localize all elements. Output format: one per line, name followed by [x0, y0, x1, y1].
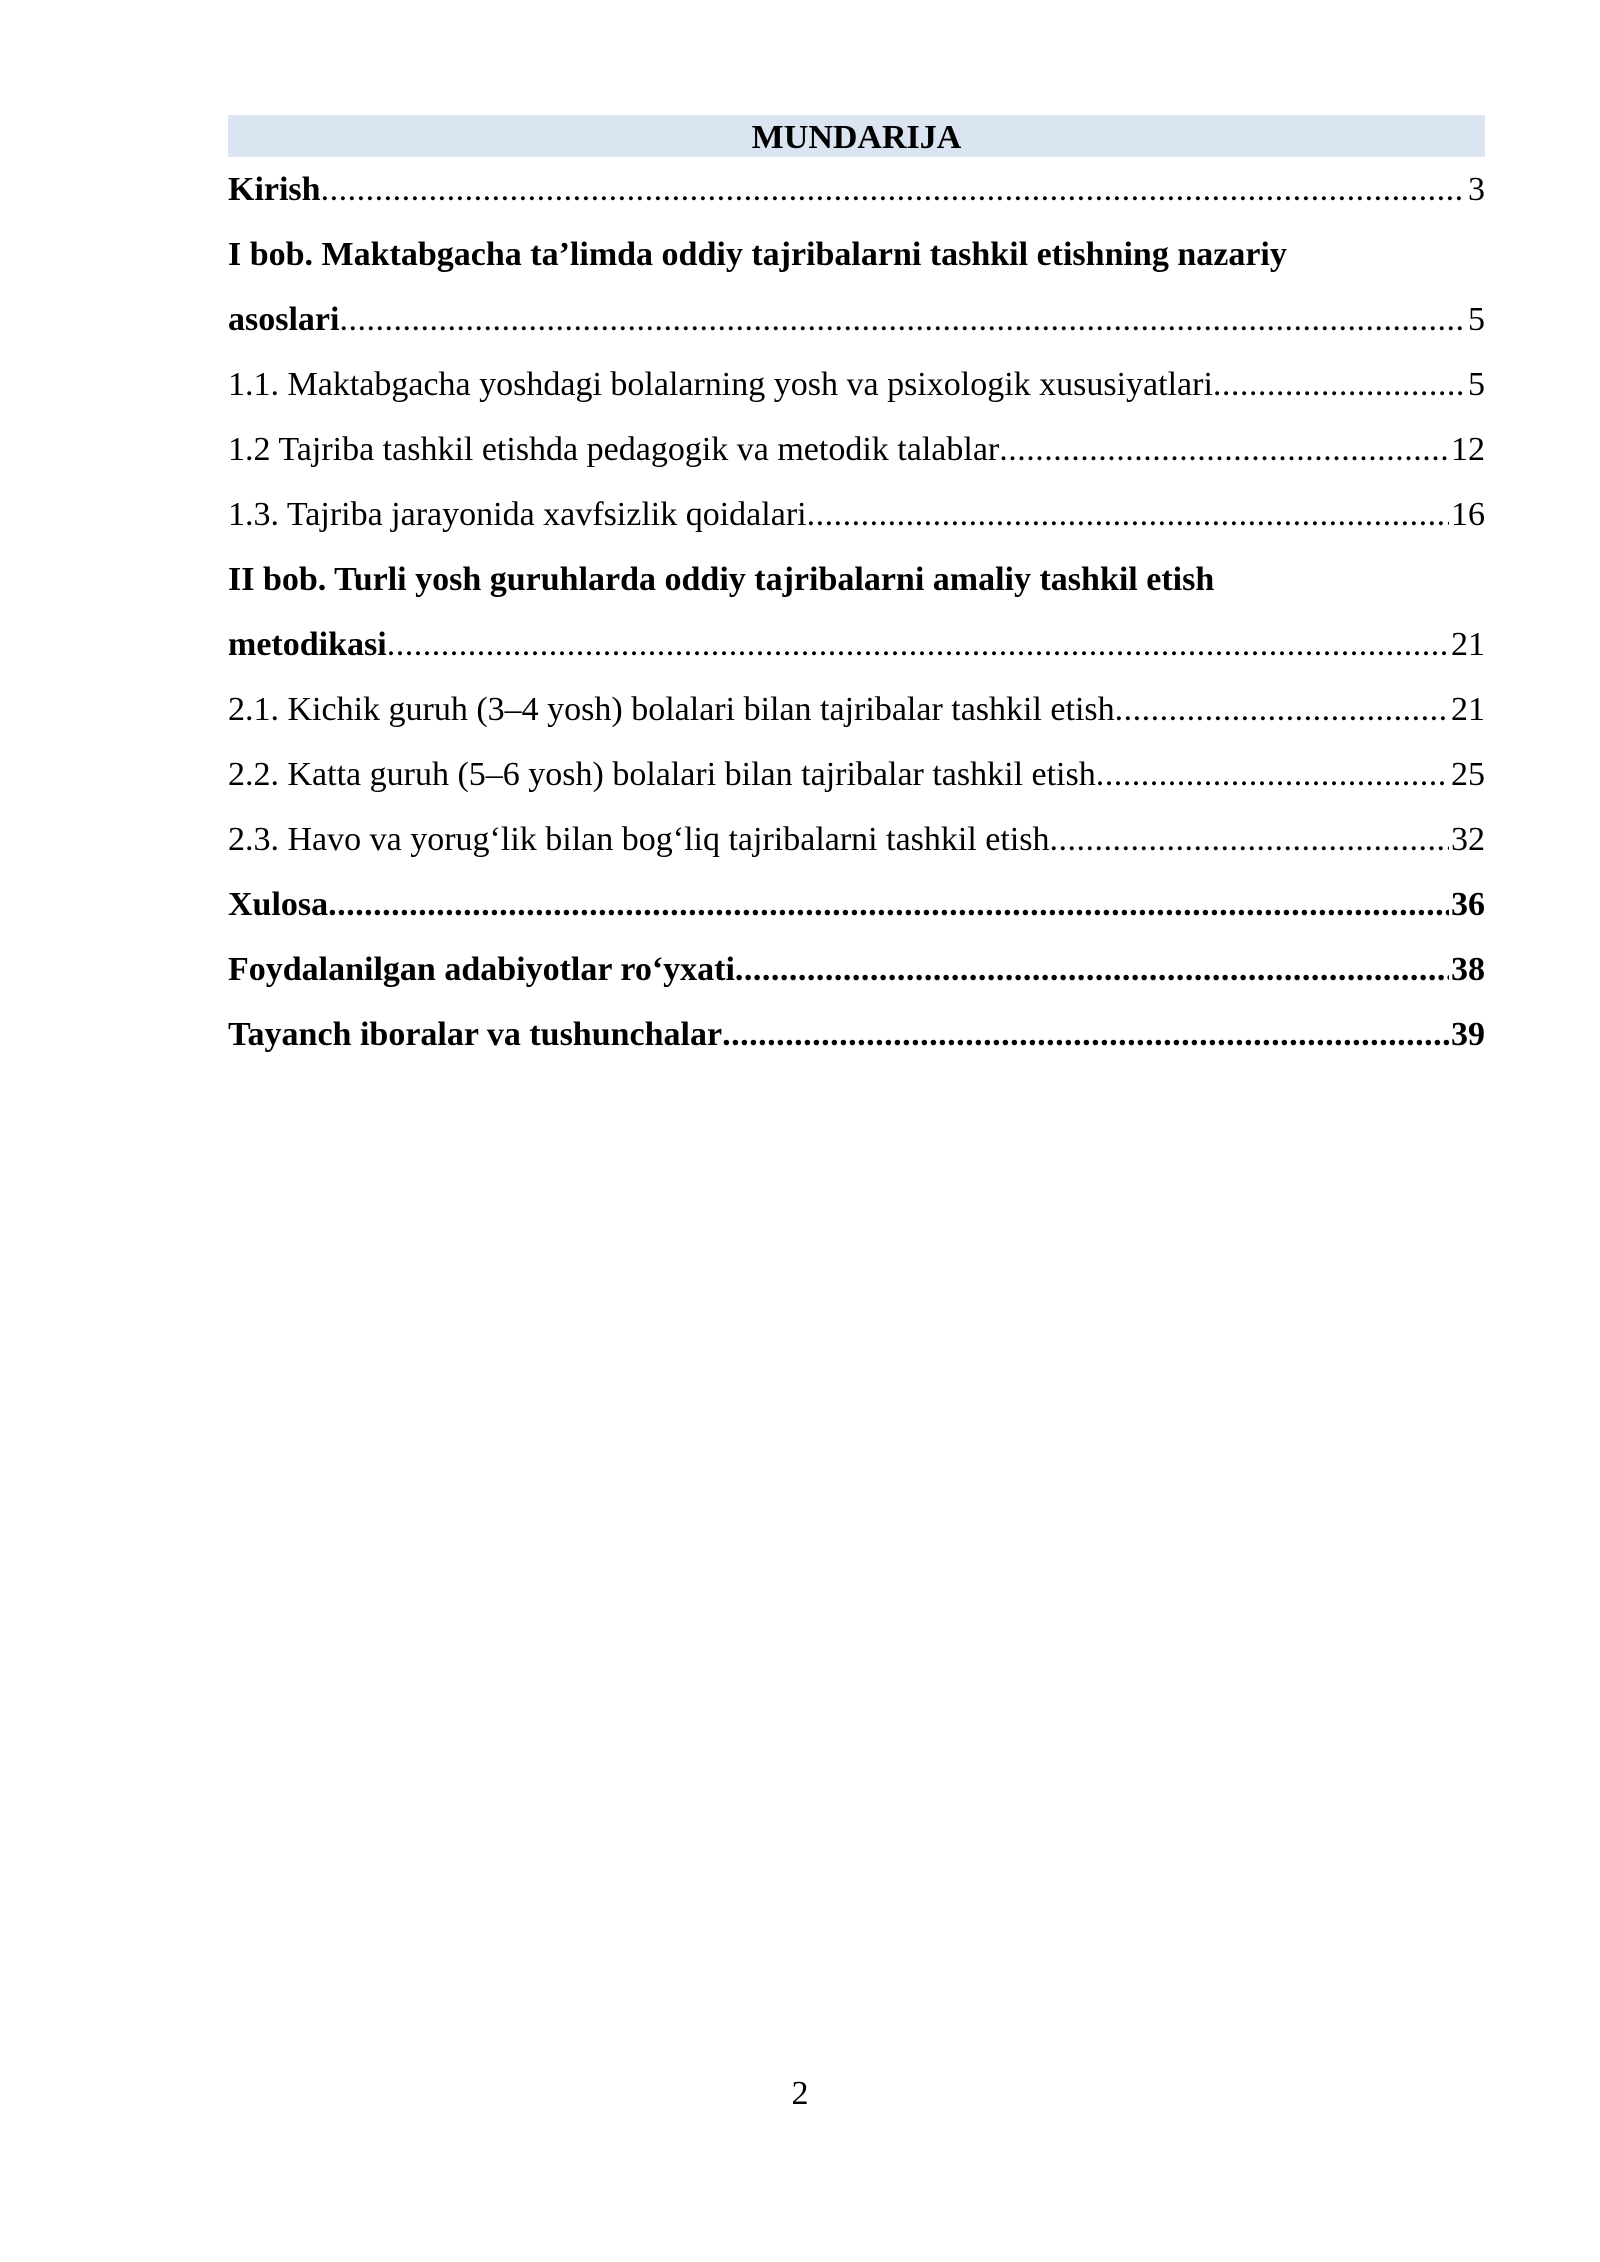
toc-entry-label: asoslari	[228, 301, 340, 338]
toc-entry-page: 36	[1451, 886, 1485, 923]
toc-entry-2-3[interactable]	[228, 807, 1485, 872]
toc-entry-page: 21	[1451, 626, 1485, 663]
toc-entry-label: 1.2 Tajriba tashkil etishda pedagogik va metodik talablar	[228, 431, 1000, 468]
dot-leader	[321, 157, 1466, 222]
toc-entry-page: 21	[1451, 691, 1485, 728]
toc-entry-1-1[interactable]	[228, 352, 1485, 417]
toc-entry-2-1[interactable]	[228, 677, 1485, 742]
page-number: 2	[791, 2075, 809, 2112]
toc-entry-label: Xulosa	[228, 886, 329, 923]
toc-entry-chapter-2[interactable]	[228, 547, 1485, 677]
toc-entry-label: 1.1. Maktabgacha yoshdagi bolalarning yosh va psixologik xususiyatlari	[228, 366, 1213, 403]
toc-entry-label: metodikasi	[228, 626, 387, 663]
toc-entry-label: Kirish	[228, 171, 321, 208]
toc-heading: MUNDARIJA	[228, 115, 1485, 157]
dot-leader	[328, 872, 1449, 937]
toc-entry-page: 12	[1451, 431, 1485, 468]
dot-leader	[1115, 677, 1449, 742]
toc-entry-label: 2.1. Kichik guruh (3–4 yosh) bolalari bilan tajribalar tashkil etish	[228, 691, 1115, 728]
toc-entry-kirish[interactable]	[228, 157, 1485, 222]
dot-leader	[1213, 352, 1466, 417]
table-of-contents	[228, 115, 1485, 1067]
toc-entry-label-line1: II bob. Turli yosh guruhlarda oddiy tajribalarni amaliy tashkil etish	[228, 561, 1215, 598]
dot-leader	[339, 287, 1466, 352]
dot-leader	[387, 612, 1449, 677]
toc-entry-label: 2.3. Havo va yorug‘lik bilan bog‘liq tajribalarni tashkil etish	[228, 821, 1050, 858]
toc-entry-page: 16	[1451, 496, 1485, 533]
toc-entry-page: 38	[1451, 951, 1485, 988]
toc-entry-2-2[interactable]	[228, 742, 1485, 807]
dot-leader	[735, 937, 1449, 1002]
toc-entry-1-3[interactable]	[228, 482, 1485, 547]
dot-leader	[999, 417, 1449, 482]
toc-entry-1-2[interactable]	[228, 417, 1485, 482]
toc-entry-page: 32	[1451, 821, 1485, 858]
toc-entry-label-line1: I bob. Maktabgacha ta’limda oddiy tajribalarni tashkil etishning nazariy	[228, 236, 1287, 273]
dot-leader	[807, 482, 1449, 547]
toc-entry-glossary[interactable]	[228, 1002, 1485, 1067]
toc-entry-chapter-1[interactable]	[228, 222, 1485, 352]
toc-entry-page: 5	[1468, 301, 1485, 338]
dot-leader	[1096, 742, 1449, 807]
toc-entry-page: 25	[1451, 756, 1485, 793]
toc-entry-page: 5	[1468, 366, 1485, 403]
toc-entry-label: Tayanch iboralar va tushunchalar	[228, 1016, 723, 1053]
toc-entry-label: 1.3. Tajriba jarayonida xavfsizlik qoidalari	[228, 496, 807, 533]
dot-leader	[722, 1002, 1449, 1067]
toc-entry-label: 2.2. Katta guruh (5–6 yosh) bolalari bilan tajribalar tashkil etish	[228, 756, 1096, 793]
toc-entry-page: 39	[1451, 1016, 1485, 1053]
toc-entry-references[interactable]	[228, 937, 1485, 1002]
toc-entry-xulosa[interactable]	[228, 872, 1485, 937]
toc-entry-page: 3	[1468, 171, 1485, 208]
dot-leader	[1050, 807, 1450, 872]
toc-entry-label: Foydalanilgan adabiyotlar ro‘yxati	[228, 951, 735, 988]
